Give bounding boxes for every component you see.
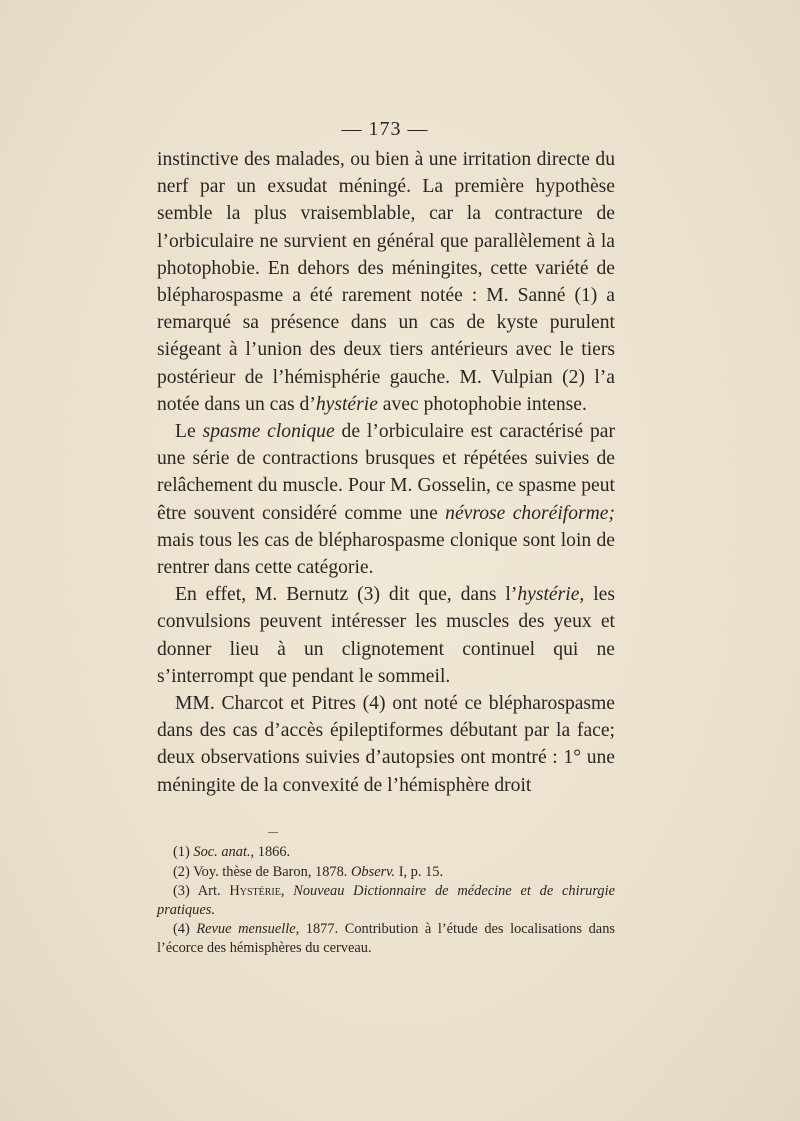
footnote-4: [157, 920, 615, 957]
emphasis-nevrose-choreiforme: névrose choréiforme;: [445, 502, 615, 524]
paragraph-4: [157, 690, 615, 799]
paragraph-3-text-1: En effet, M. Bernutz (3) dit que, dans l’: [175, 584, 518, 606]
emphasis-hysterie-2: hystérie,: [517, 584, 585, 606]
footnote-1-marker: (1): [173, 844, 194, 860]
paragraph-1-text-1: instinctive des malades, ou bien à une irritation directe du nerf par un exsudat méningé. La première hypothèse semble la plus vraisemblable, car la contracture de l’orbiculaire ne survient en général que parallèlement à la photophobie. En dehors des méningites, cette variété de blépharospasme a été rarement notée : M. Sanné (1) a remarqué sa présence dans un cas de kyste purulent siégeant à l’union des deux tiers antérieurs avec le tiers postérieur de l’hémisphérie gauche. M. Vulpian (2) l’a notée dans un cas d’: [157, 149, 615, 415]
footnote-2: [157, 863, 615, 882]
footnote-3: [157, 882, 615, 919]
footnote-3-title: Nouveau Dictionnaire de médecine et de chirurgie pratiques.: [157, 883, 616, 918]
page-number: — 173 —: [341, 118, 429, 140]
paragraph-3-text-2: les convulsions peuvent intéresser les muscles des yeux et donner lieu à un clignotement continuel qui ne s’interrompt que pendant le sommeil.: [157, 584, 615, 687]
footnote-1-text: 1866.: [254, 844, 291, 860]
footnote-3-text-1: (3) Art.: [173, 883, 230, 900]
footnote-4-text: 1877. Contribution à l’étude des localisations dans l’écorce des hémisphères du cerveau.: [157, 921, 615, 956]
paragraph-4-text-1: MM. Charcot et Pitres (4) ont noté ce blépharospasme dans des cas d’accès épileptiformes débutant par la face; deux observations suivies d’autopsies ont montré : 1° une méningite de la convexité de l’hémisphère droit: [157, 693, 615, 796]
paragraph-2-text-2: de l’orbiculaire est caractérisé par une série de contractions brusques et répétées suivies de relâchement du muscle. Pour M. Gosselin, ce spasme peut être souvent considéré comme une: [157, 421, 615, 524]
footnote-2-text-2: I, p. 15.: [395, 863, 444, 880]
footnote-4-title: Revue mensuelle,: [196, 921, 300, 938]
footnotes: [157, 843, 615, 959]
paragraph-1-text-2: avec photophobie intense.: [377, 393, 587, 415]
footnote-4-marker: (4): [173, 921, 197, 938]
emphasis-hysterie: hystérie: [315, 393, 378, 415]
footnote-3-space: [284, 883, 293, 899]
paragraph-2: [157, 418, 615, 581]
footnote-1: [157, 843, 615, 862]
footnote-1-title: Soc. anat.,: [193, 844, 255, 860]
footnote-2-observ: Observ.: [351, 863, 396, 880]
paragraph-3: [157, 581, 615, 690]
main-text: [157, 146, 615, 799]
footnote-separator: [268, 832, 278, 833]
footnote-3-article: Hystérie,: [229, 883, 285, 900]
paragraph-1: [157, 146, 615, 418]
paragraph-2-text-3: mais tous les cas de blépharospasme clonique sont loin de rentrer dans cette catégorie.: [157, 529, 615, 579]
paragraph-2-text-1: Le: [175, 421, 203, 443]
footnote-2-text-1: (2) Voy. thèse de Baron, 1878.: [173, 863, 351, 880]
emphasis-spasme-clonique: spasme clonique: [202, 421, 335, 443]
